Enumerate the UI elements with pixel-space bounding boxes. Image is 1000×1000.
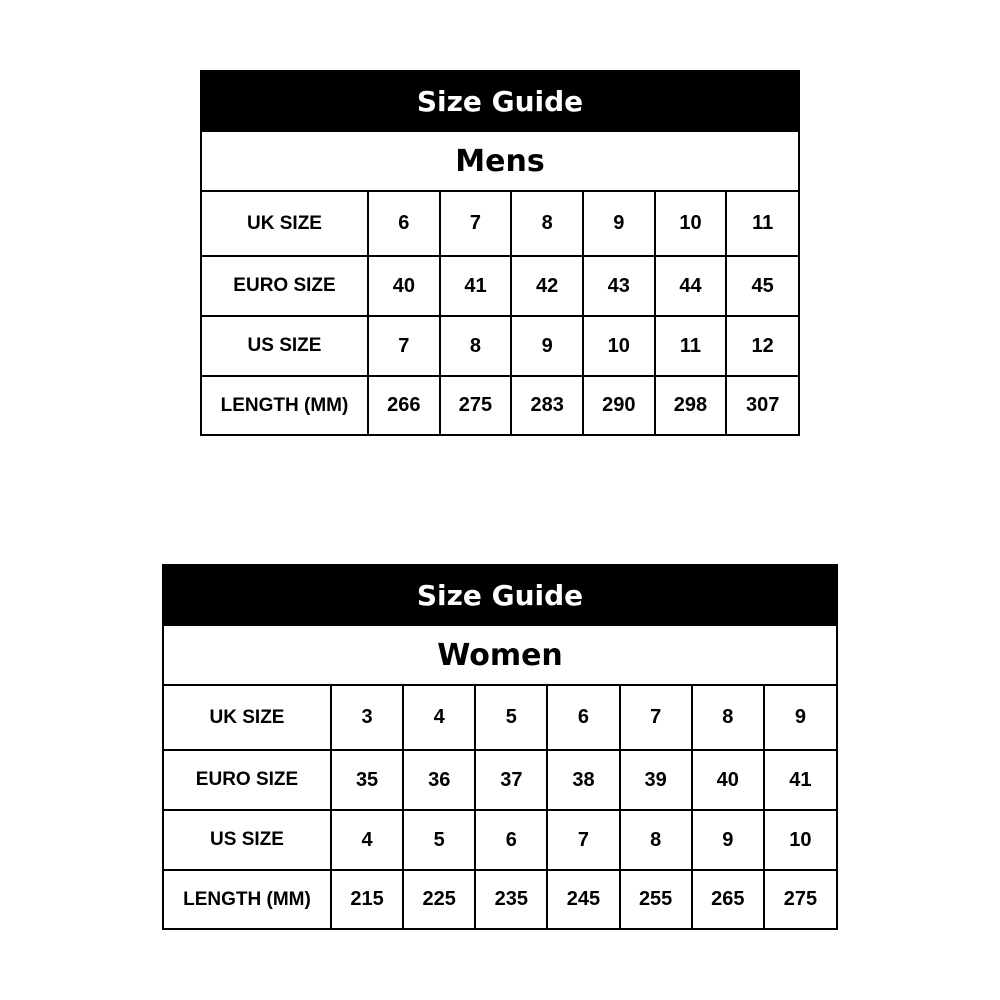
- table-cell: 11: [655, 316, 727, 376]
- row-label: LENGTH (MM): [202, 376, 368, 434]
- table-row: [202, 316, 798, 376]
- table-cell: 41: [440, 256, 512, 316]
- table-cell: 215: [331, 870, 403, 928]
- table-cell: 7: [547, 810, 619, 870]
- table-row: [164, 750, 836, 810]
- table-cell: 10: [655, 192, 727, 256]
- table-cell: 225: [403, 870, 475, 928]
- table-cell: 290: [583, 376, 655, 434]
- women-guide-header: Size Guide: [164, 566, 836, 626]
- table-cell: 283: [511, 376, 583, 434]
- table-cell: 38: [547, 750, 619, 810]
- women-guide-subtitle: Women: [164, 626, 836, 686]
- table-cell: 8: [511, 192, 583, 256]
- table-cell: 6: [475, 810, 547, 870]
- table-cell: 298: [655, 376, 727, 434]
- table-cell: 4: [331, 810, 403, 870]
- table-cell: 41: [764, 750, 836, 810]
- table-cell: 235: [475, 870, 547, 928]
- table-cell: 7: [368, 316, 440, 376]
- table-cell: 35: [331, 750, 403, 810]
- table-cell: 3: [331, 686, 403, 750]
- row-label: EURO SIZE: [202, 256, 368, 316]
- table-cell: 9: [511, 316, 583, 376]
- table-cell: 7: [440, 192, 512, 256]
- table-row: [202, 376, 798, 434]
- table-cell: 307: [726, 376, 798, 434]
- table-cell: 6: [368, 192, 440, 256]
- table-cell: 5: [403, 810, 475, 870]
- women-size-guide: [162, 564, 838, 930]
- table-cell: 7: [620, 686, 692, 750]
- table-cell: 10: [764, 810, 836, 870]
- table-cell: 8: [692, 686, 764, 750]
- table-cell: 8: [440, 316, 512, 376]
- table-cell: 11: [726, 192, 798, 256]
- row-label: US SIZE: [164, 810, 331, 870]
- table-cell: 40: [368, 256, 440, 316]
- table-row: [164, 870, 836, 928]
- table-cell: 9: [764, 686, 836, 750]
- table-row: [202, 192, 798, 256]
- row-label: LENGTH (MM): [164, 870, 331, 928]
- table-cell: 265: [692, 870, 764, 928]
- table-cell: 266: [368, 376, 440, 434]
- table-cell: 37: [475, 750, 547, 810]
- table-cell: 275: [440, 376, 512, 434]
- table-cell: 8: [620, 810, 692, 870]
- table-cell: 255: [620, 870, 692, 928]
- mens-guide-header: Size Guide: [202, 72, 798, 132]
- table-cell: 42: [511, 256, 583, 316]
- mens-guide-subtitle: Mens: [202, 132, 798, 192]
- table-cell: 45: [726, 256, 798, 316]
- row-label: US SIZE: [202, 316, 368, 376]
- table-cell: 39: [620, 750, 692, 810]
- table-row: [164, 810, 836, 870]
- table-row: [202, 256, 798, 316]
- table-cell: 245: [547, 870, 619, 928]
- table-cell: 10: [583, 316, 655, 376]
- table-cell: 12: [726, 316, 798, 376]
- women-size-table: [164, 686, 836, 928]
- table-cell: 9: [583, 192, 655, 256]
- row-label: EURO SIZE: [164, 750, 331, 810]
- table-cell: 43: [583, 256, 655, 316]
- mens-size-guide: [200, 70, 800, 436]
- table-cell: 6: [547, 686, 619, 750]
- table-cell: 4: [403, 686, 475, 750]
- row-label: UK SIZE: [164, 686, 331, 750]
- table-cell: 36: [403, 750, 475, 810]
- row-label: UK SIZE: [202, 192, 368, 256]
- table-row: [164, 686, 836, 750]
- table-cell: 40: [692, 750, 764, 810]
- table-cell: 5: [475, 686, 547, 750]
- table-cell: 275: [764, 870, 836, 928]
- mens-size-table: [202, 192, 798, 434]
- table-cell: 44: [655, 256, 727, 316]
- table-cell: 9: [692, 810, 764, 870]
